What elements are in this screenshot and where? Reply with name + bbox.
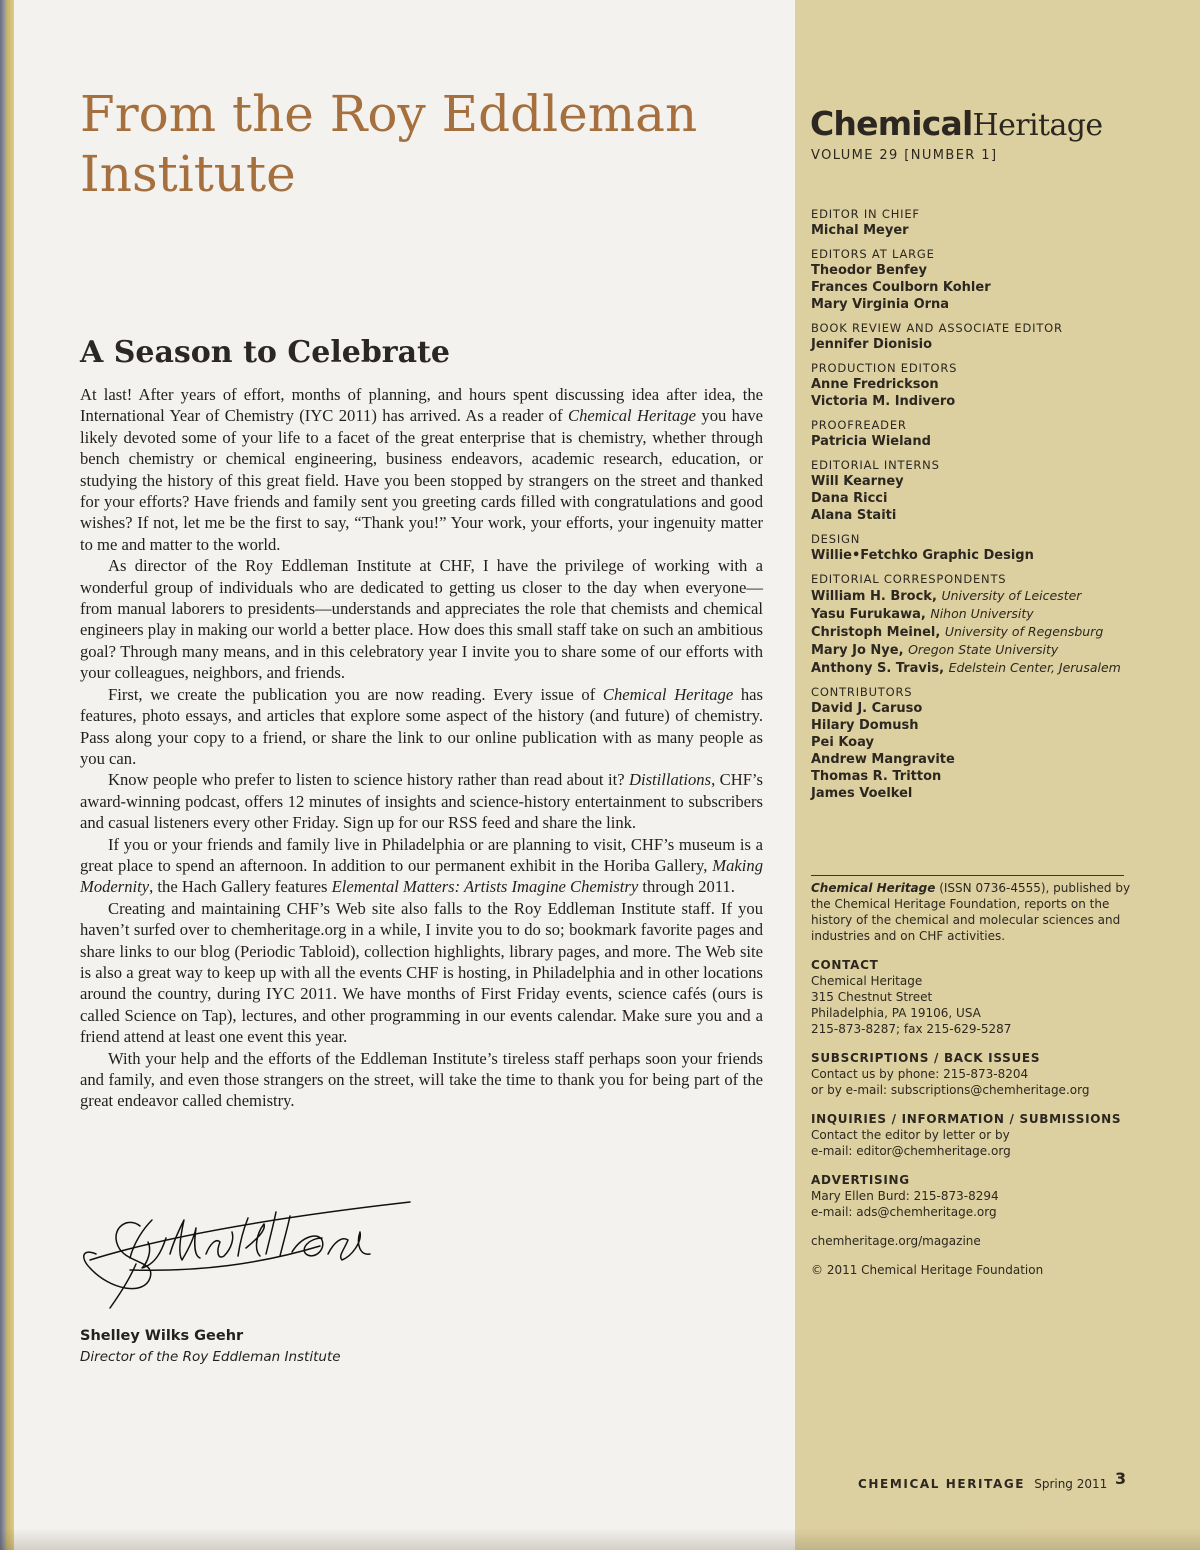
info-block: [811, 957, 1131, 1037]
info-heading: ADVERTISING: [811, 1173, 910, 1187]
staff-person: Christoph Meinel,: [811, 625, 941, 640]
staff-person: Michal Meyer: [811, 223, 909, 238]
staff-group: [811, 532, 1141, 564]
text-run: has features, photo essays, and articles that explore some aspect of the history (and future) of chemistry. Pass along your copy to a friend, or share the link to our online publication with as many people as you can.: [80, 684, 763, 768]
staff-name: [811, 623, 1141, 641]
info-line: chemheritage.org/magazine: [811, 1234, 981, 1248]
handwritten-signature: [70, 1198, 420, 1318]
staff-group: [811, 207, 1141, 239]
staff-person: Thomas R. Tritton: [811, 769, 942, 784]
body-paragraph: [80, 555, 763, 683]
staff-role-label: PRODUCTION EDITORS: [811, 361, 958, 375]
staff-name: [811, 734, 1141, 751]
text-run: At last! After years of effort, months of planning, and hours spent discussing idea after idea, the International Year of Chemistry (IYC 2011) has arrived. As a reader of: [80, 385, 763, 426]
info-line: e-mail: editor@chemheritage.org: [811, 1144, 1011, 1158]
footer-magazine-name: CHEMICAL HERITAGE: [858, 1477, 1026, 1491]
staff-group: [811, 321, 1141, 353]
staff-person: Anthony S. Travis,: [811, 661, 945, 676]
staff-person: Mary Jo Nye,: [811, 643, 904, 658]
info-heading: INQUIRIES / INFORMATION / SUBMISSIONS: [811, 1112, 1122, 1126]
article-title: A Season to Celebrate: [80, 335, 450, 370]
staff-person: Theodor Benfey: [811, 263, 927, 278]
italic-title: Chemical Heritage: [602, 684, 734, 704]
staff-affiliation: Edelstein Center, Jerusalem: [948, 660, 1121, 675]
staff-role-label: EDITORIAL CORRESPONDENTS: [811, 572, 1007, 586]
staff-group: [811, 247, 1141, 313]
info-heading: SUBSCRIPTIONS / BACK ISSUES: [811, 1051, 1041, 1065]
publication-statement: [811, 880, 1131, 944]
page-number: 3: [1115, 1469, 1127, 1488]
staff-role-label: BOOK REVIEW AND ASSOCIATE EDITOR: [811, 321, 1063, 335]
info-line: Philadelphia, PA 19106, USA: [811, 1006, 981, 1020]
info-heading: CONTACT: [811, 958, 879, 972]
staff-name: [811, 785, 1141, 802]
info-line: 315 Chestnut Street: [811, 990, 933, 1004]
staff-person: Victoria M. Indivero: [811, 394, 956, 409]
text-run: If you or your friends and family live in Philadelphia or are planning to visit, CHF’s museum is a great place to spend an afternoon. In addition to our permanent exhibit in the Horiba Gallery,: [80, 834, 763, 875]
body-paragraph: [80, 1048, 763, 1112]
info-line: Mary Ellen Burd: 215-873-8294: [811, 1189, 999, 1203]
body-paragraph: [80, 898, 763, 1048]
staff-name: [811, 433, 1141, 450]
text-run: With your help and the efforts of the Eddleman Institute’s tireless staff perhaps soon your friends and family, and even those strangers on the street, will take the time to thank you for being part of the great endeavor called chemistry.: [80, 1048, 763, 1111]
staff-name: [811, 768, 1141, 785]
staff-person: Will Kearney: [811, 474, 904, 489]
text-run: you have likely devoted some of your life to a facet of the great enterprise that is chemistry, whether through bench chemistry or chemical engineering, business endeavors, academic research, education, or studying the history of this great field. Have you been stopped by strangers on the street and thanked for your efforts? Have friends and family sent you greeting cards filled with congratulations and good wishes? If not, let me be the first to say, “Thank you!” Your work, your efforts, your ingenuity matter to me and matter to the world.: [80, 406, 763, 554]
publication-statement-title: Chemical Heritage: [811, 881, 936, 895]
signature-title: Director of the Roy Eddleman Institute: [80, 1349, 341, 1365]
staff-name: [811, 547, 1141, 564]
staff-affiliation: Nihon University: [930, 606, 1034, 621]
staff-person: James Voelkel: [811, 786, 913, 801]
publication-info: [811, 880, 1131, 1278]
staff-name: [811, 262, 1141, 279]
staff-role-label: DESIGN: [811, 532, 861, 546]
staff-person: Anne Fredrickson: [811, 377, 939, 392]
staff-name: [811, 700, 1141, 717]
text-run: Know people who prefer to listen to science history rather than read about it?: [108, 770, 629, 790]
text-run: Creating and maintaining CHF’s Web site also falls to the Roy Eddleman Institute staff. If you haven’t surfed over to chemheritage.org in a while, I invite you to do so; bookmark favorite pages and share links to our blog (Periodic Tabloid), collection highlights, library pages, and more. The Web site is also a great way to keep up with all the events CHF is hosting, in Philadelphia and in other locations around the country, during IYC 2011. We have months of First Friday events, science cafés (ours is called Science on Tap), lectures, and other programming in our events calendar. Make sure you and a friend attend at least one event this year.: [80, 898, 763, 1047]
footer-issue: Spring 2011: [1034, 1477, 1108, 1491]
text-run: , CHF’s award-winning podcast, offers 12 minutes of insights and science-history entertainment to subscribers and casual listeners every other Friday. Sign up for our RSS feed and share the link.: [80, 770, 763, 833]
volume-number: VOLUME 29 [NUMBER 1]: [811, 148, 998, 163]
italic-title: Making Modernity: [80, 855, 763, 897]
staff-role-label: CONTRIBUTORS: [811, 685, 913, 699]
staff-list: [811, 207, 1141, 810]
staff-role-label: EDITORIAL INTERNS: [811, 458, 940, 472]
staff-person: Jennifer Dionisio: [811, 337, 933, 352]
staff-person: David J. Caruso: [811, 701, 923, 716]
text-run: First, we create the publication you are now reading. Every issue of: [108, 684, 603, 704]
staff-name: [811, 717, 1141, 734]
info-line: © 2011 Chemical Heritage Foundation: [811, 1263, 1044, 1277]
staff-name: [811, 587, 1141, 605]
staff-name: [811, 222, 1141, 239]
staff-person: Yasu Furukawa,: [811, 607, 926, 622]
body-paragraph: [80, 834, 763, 898]
staff-group: [811, 685, 1141, 802]
masthead-title-light: Heritage: [972, 108, 1103, 143]
staff-name: [811, 296, 1141, 313]
staff-name: [811, 659, 1141, 677]
staff-person: Andrew Mangravite: [811, 752, 955, 767]
info-blocks: [811, 957, 1131, 1278]
info-line: 215-873-8287; fax 215-629-5287: [811, 1022, 1012, 1036]
section-title-line1: From the Roy Eddleman: [80, 85, 698, 143]
divider-rule: [811, 875, 1124, 876]
staff-person: Frances Coulborn Kohler: [811, 280, 991, 295]
text-run: , the Hach Gallery features: [149, 877, 332, 897]
text-run: As director of the Roy Eddleman Institute at CHF, I have the privilege of working with a wonderful group of individuals who are dedicated to getting us closer to the day when everyone—from manual laborers to presidents—understands and appreciates the role that chemists and chemical engineers play in making our world a better place. How does this small staff take on such an ambitious goal? Through many means, and in this celebratory year I invite you to share some of our efforts with your colleagues, neighbors, and friends.: [80, 556, 763, 683]
info-block: [811, 1111, 1131, 1159]
info-line: Chemical Heritage: [811, 974, 923, 988]
staff-name: [811, 507, 1141, 524]
staff-person: Patricia Wieland: [811, 434, 931, 449]
staff-person: Pei Koay: [811, 735, 874, 750]
staff-name: [811, 605, 1141, 623]
page-footer: [858, 1473, 1107, 1492]
staff-name: [811, 751, 1141, 768]
staff-role-label: PROOFREADER: [811, 418, 907, 432]
info-line: e-mail: ads@chemheritage.org: [811, 1205, 997, 1219]
staff-group: [811, 418, 1141, 450]
staff-role-label: EDITOR IN CHIEF: [811, 207, 920, 221]
staff-name: [811, 279, 1141, 296]
staff-role-label: EDITORS AT LARGE: [811, 247, 935, 261]
staff-person: William H. Brock,: [811, 589, 937, 604]
italic-title: Chemical Heritage: [568, 406, 696, 426]
staff-group: [811, 361, 1141, 410]
staff-name: [811, 473, 1141, 490]
section-title: [80, 84, 760, 204]
masthead-title: [810, 104, 1140, 143]
info-line: or by e-mail: subscriptions@chemheritage.org: [811, 1083, 1090, 1097]
info-line: Contact us by phone: 215-873-8204: [811, 1067, 1029, 1081]
body-paragraph: [80, 684, 763, 770]
staff-name: [811, 490, 1141, 507]
staff-name: [811, 336, 1141, 353]
staff-affiliation: University of Regensburg: [944, 624, 1104, 639]
page-bottom-shadow: [0, 1528, 1200, 1550]
info-line: Contact the editor by letter or by: [811, 1128, 1010, 1142]
italic-title: Distillations: [629, 770, 712, 790]
section-title-line2: Institute: [80, 145, 296, 203]
staff-name: [811, 393, 1141, 410]
body-paragraph: [80, 384, 763, 555]
staff-person: Dana Ricci: [811, 491, 888, 506]
staff-affiliation: University of Leicester: [941, 588, 1082, 603]
staff-person: Mary Virginia Orna: [811, 297, 950, 312]
staff-person: Hilary Domush: [811, 718, 919, 733]
article-body: [80, 384, 763, 1112]
italic-title: Elemental Matters: Artists Imagine Chemistry: [331, 877, 639, 897]
staff-group: [811, 572, 1141, 677]
staff-group: [811, 458, 1141, 524]
staff-person: Willie•Fetchko Graphic Design: [811, 548, 1034, 563]
info-block: [811, 1172, 1131, 1220]
signature-name: Shelley Wilks Geehr: [80, 1328, 244, 1344]
staff-name: [811, 376, 1141, 393]
info-block: [811, 1050, 1131, 1098]
text-run: through 2011.: [638, 877, 735, 897]
publication-statement-text: (ISSN 0736-4555), published by the Chemical Heritage Foundation, reports on the history of the chemical and molecular sciences and industries and on CHF activities.: [811, 881, 1131, 943]
info-block: [811, 1233, 1131, 1249]
masthead-title-bold: Chemical: [810, 104, 973, 143]
info-block: [811, 1262, 1131, 1278]
staff-person: Alana Staiti: [811, 508, 897, 523]
staff-name: [811, 641, 1141, 659]
body-paragraph: [80, 769, 763, 833]
staff-affiliation: Oregon State University: [908, 642, 1059, 657]
